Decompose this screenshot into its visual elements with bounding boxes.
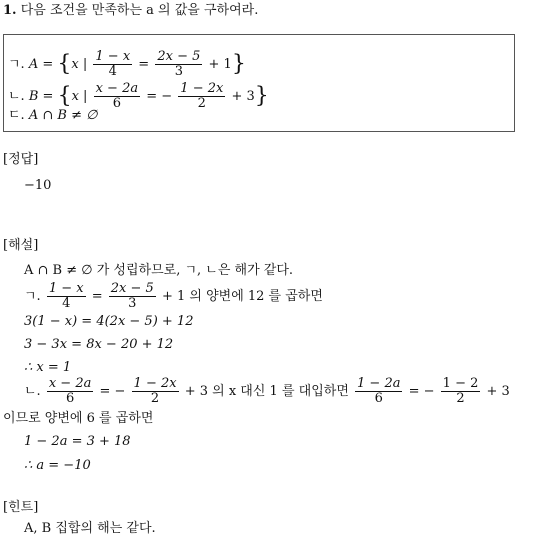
condition-c (8, 108, 97, 124)
condition-text: A ∩ B ≠ ∅ (28, 108, 98, 123)
fraction: $\frac{x - 2a}{6}$ (48, 376, 92, 406)
set-name: A (28, 57, 39, 72)
set-var: x (71, 89, 79, 104)
problem-number: 1. (3, 3, 17, 18)
set-name: B (28, 89, 39, 104)
problem-header (3, 3, 258, 19)
rhs-sign: = − (146, 89, 173, 104)
answer-heading: [정답] (3, 152, 39, 167)
step-tail: + 3 (486, 384, 510, 399)
rhs-tail: + 1 (208, 57, 232, 72)
solution-line-5: ∴ x = 1 (24, 360, 72, 375)
step-label: ㄱ. (24, 289, 41, 304)
solution-line-6: ㄴ. $\frac{x - 2a}{6}$ = − $\frac{1 - 2x}{2}$ + 3 의 x 대신 1 를 대입하면 $\frac{1 - 2a}{6}$ = − $\frac{1 - 2}{2}$ + 3 (24, 376, 510, 406)
problem-statement: 다음 조건을 만족하는 a 의 값을 구하여라. (20, 3, 259, 18)
solution-line-8: 1 − 2a = 3 + 18 (24, 434, 131, 449)
step-mid: + 3 의 x 대신 1 를 대입하면 (184, 384, 349, 399)
fraction: $\frac{1 - x}{4}$ (48, 281, 84, 311)
fraction: $\frac{2x - 5}{3}$ (157, 49, 201, 79)
condition-label: ㄱ. (8, 57, 25, 72)
condition-label: ㄴ. (8, 89, 25, 104)
condition-a: ㄱ. A = {x | $\frac{1 - x}{4}$ = $\frac{2x - 5}{3}$ + 1} (8, 49, 246, 79)
solution-line-9: ∴ a = −10 (24, 458, 91, 473)
fraction: $\frac{1 - 2x}{2}$ (133, 376, 177, 406)
hint-text: A, B 집합의 해는 같다. (24, 521, 156, 536)
step-tail: + 1 의 양변에 12 를 곱하면 (161, 289, 323, 304)
rhs-tail: + 3 (231, 89, 255, 104)
set-var: x (71, 57, 79, 72)
fraction: $\frac{1 - x}{4}$ (95, 49, 131, 79)
solution-line-4: 3 − 3x = 8x − 20 + 12 (24, 337, 174, 352)
fraction: $\frac{2x - 5}{3}$ (110, 281, 154, 311)
fraction: $\frac{1 - 2a}{6}$ (357, 376, 401, 406)
answer-value: −10 (24, 178, 52, 193)
fraction: $\frac{1 - 2}{2}$ (442, 376, 479, 406)
solution-line-7: 이므로 양변에 6 를 곱하면 (3, 411, 154, 426)
solution-line-2: ㄱ. $\frac{1 - x}{4}$ = $\frac{2x - 5}{3}$ + 1 의 양변에 12 를 곱하면 (24, 281, 323, 311)
hint-heading: [힌트] (3, 500, 39, 515)
solution-line-3: 3(1 − x) = 4(2x − 5) + 12 (24, 314, 194, 329)
condition-label: ㄷ. (8, 108, 25, 123)
fraction: $\frac{x - 2a}{6}$ (95, 81, 139, 111)
condition-b: ㄴ. B = {x | $\frac{x - 2a}{6}$ = − $\frac{1 - 2x}{2}$ + 3} (8, 81, 269, 111)
solution-line-1: A ∩ B ≠ ∅ 가 성립하므로, ㄱ, ㄴ은 해가 같다. (24, 263, 294, 278)
fraction: $\frac{1 - 2x}{2}$ (180, 81, 224, 111)
solution-heading: [해설] (3, 238, 39, 253)
step-label: ㄴ. (24, 384, 41, 399)
